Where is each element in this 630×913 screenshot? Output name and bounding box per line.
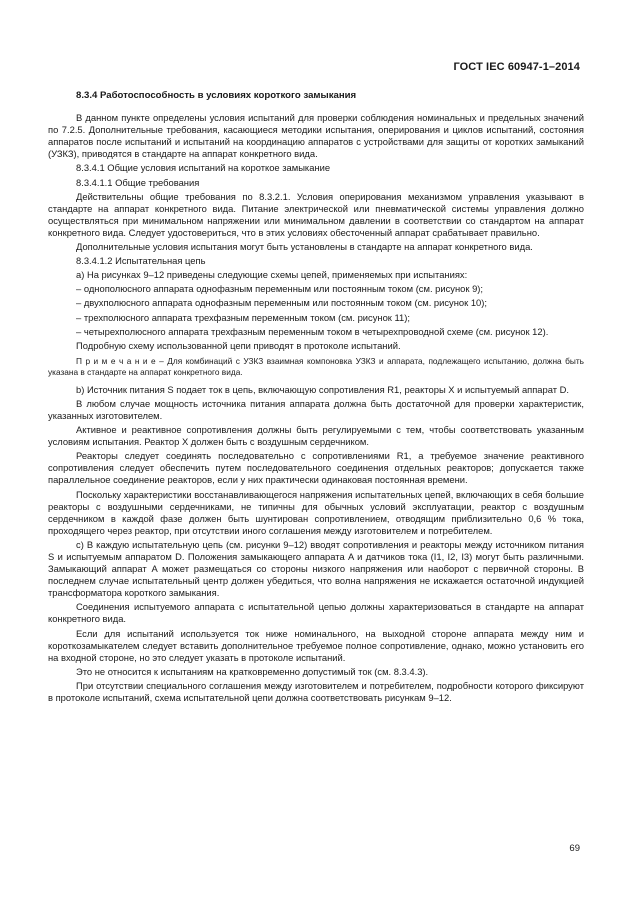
paragraph: Поскольку характеристики восстанавливающегося напряжения испытательных цепей, включающих в себя большие реакторы с воздушными сердечниками, не типичны для обычных условий эксплуатации, реактор с воздушным сердечником в каждой фазе должен быть шунтирован сопротивлением, отводящим приблизительно 0,6 % тока, проходящего через реактор, при отсутствии иного соглашения между изготовителем и потребителем.: [48, 488, 584, 536]
note: [48, 356, 584, 378]
paragraph: Соединения испытуемого аппарата с испытательной цепью должны характеризоваться в стандарте на аппарат конкретного вида.: [48, 601, 584, 625]
paragraph: Подробную схему использованной цепи приводят в протоколе испытаний.: [76, 339, 401, 351]
paragraph: b) Источник питания S подает ток в цепь, включающую сопротивления R1, реакторы X и испытуемый аппарат D.: [76, 383, 570, 395]
list-item: – однополюсного аппарата однофазным переменным или постоянным током (см. рисунок 9);: [76, 283, 484, 295]
paragraph: В данном пункте определены условия испытаний для проверки соблюдения номинальных и предельных значений по 7.2.5. Дополнительные требования, касающиеся методики испытания, оперирования и циклов испытаний, состояния аппаратов после испытаний и испытаний на координацию аппаратов с устройствами для защиты от коротких замыканий (УЗКЗ), приводятся в стандарте на аппарат конкретного вида.: [48, 112, 584, 160]
paragraph: В любом случае мощность источника питания аппарата должна быть достаточной для проверки характеристик, указанных изготовителем.: [48, 397, 584, 421]
paragraph: Реакторы следует соединять последовательно с сопротивлениями R1, а требуемое значение реактивного сопротивления следует обеспечить путем последовательного соединения отдельных реакторов; допускается также параллельное соединение реакторов, если у них практически одинаковая постоянная времени.: [48, 450, 584, 486]
list-item: – четырехполюсного аппарата трехфазным переменным током в четырехпроводной схеме (см. рисунок 12).: [76, 325, 549, 337]
section-title: 8.3.4 Работоспособность в условиях короткого замыкания: [76, 90, 357, 101]
paragraph: Активное и реактивное сопротивления должны быть регулируемыми с тем, чтобы соответствовать указанным условиям испытания. Реактор X должен быть с воздушным сердечником.: [48, 424, 584, 448]
paragraph: 8.3.4.1.2 Испытательная цепь: [76, 255, 206, 267]
paragraph: При отсутствии специального соглашения между изготовителем и потребителем, подробности которого фиксируют в протоколе испытаний, схема испытательной цепи должна соответствовать рисункам 9–12.: [48, 679, 584, 704]
paragraph: Это не относится к испытаниям на кратковременно допустимый ток (см. 8.3.4.3).: [76, 665, 429, 677]
note-label: П р и м е ч а н и е: [76, 355, 156, 366]
list-item: – двухполюсного аппарата однофазным переменным или постоянным током (см. рисунок 10);: [76, 297, 487, 309]
document-header: ГОСТ IEC 60947-1–2014: [453, 61, 580, 73]
paragraph: а) На рисунках 9–12 приведены следующие схемы цепей, применяемых при испытаниях:: [76, 269, 468, 281]
paragraph: Если для испытаний используется ток ниже номинального, на выходной стороне аппарата между ним и короткозамыкателем следует вставить дополнительное требуемое полное сопротивление, однако, можно установить его на входной стороне, но это следует указать в протоколе испытаний.: [48, 627, 584, 663]
paragraph: с) В каждую испытательную цепь (см. рисунки 9–12) вводят сопротивления и реакторы между источником питания S и испытуемым аппаратом D. Положения замыкающего аппарата A и датчиков тока (I1, I2, I3) могут быть различными. Замыкающий аппарат A может размещаться со стороны низкого напряжения или наоборот с первичной стороны. В последнем случае испытательный центр должен убедиться, что волна напряжения не искажается остаточной индукцией трансформатора короткого замыкания.: [48, 538, 584, 599]
paragraph: Дополнительные условия испытания могут быть установлены в стандарте на аппарат конкретного вида.: [76, 241, 533, 253]
paragraph: Действительны общие требования по 8.3.2.1. Условия оперирования механизмом управления указывают в стандарте на аппарат конкретного вида. Питание электрической или пневматической системы управления должно осуществляться при минимальном напряжении или минимальном давлении в соответствии со стандартом на аппарат конкретного вида. Следует удостовериться, что в этих условиях обесточенный аппарат срабатывает правильно.: [48, 190, 584, 238]
list-item: – трехполюсного аппарата трехфазным переменным током (см. рисунок 11);: [76, 311, 410, 323]
paragraph: 8.3.4.1 Общие условия испытаний на короткое замыкание: [76, 162, 331, 174]
document-body: [48, 90, 584, 706]
paragraph: 8.3.4.1.1 Общие требования: [76, 176, 200, 188]
page-number: 69: [569, 843, 580, 854]
note-text: – Для комбинаций с УЗКЗ взаимная компоновка УЗКЗ и аппарата, подлежащего испытанию, должна быть указана в стандарте на аппарат конкретного вида.: [48, 355, 584, 377]
